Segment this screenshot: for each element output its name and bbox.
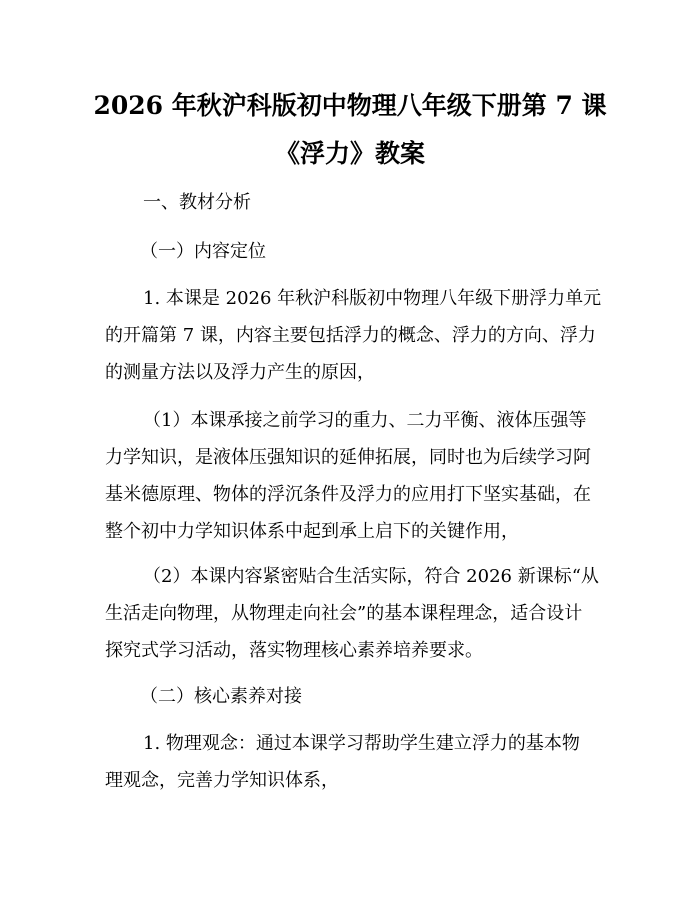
document-title-line-1: 2026 年秋沪科版初中物理八年级下册第 7 课 (93, 91, 607, 120)
paragraph-line: 整个初中力学知识体系中起到承上启下的关键作用， (105, 521, 519, 542)
paragraph-line: 力学知识，是液体压强知识的延伸拓展，同时也为后续学习阿 (105, 447, 591, 468)
paragraph-line: 的开篇第 7 课，内容主要包括浮力的概念、浮力的方向、浮力 (105, 325, 596, 346)
paragraph-line: 基米德原理、物体的浮沉条件及浮力的应用打下坚实基础，在 (105, 484, 591, 505)
subsection-heading-core-literacy: （二）核心素养对接 (140, 686, 302, 707)
paragraph-line: 探究式学习活动，落实物理核心素养培养要求。 (105, 640, 483, 661)
paragraph-line: 1. 物理观念：通过本课学习帮助学生建立浮力的基本物 (143, 733, 580, 754)
paragraph-line: 理观念，完善力学知识体系， (105, 770, 339, 791)
paragraph-line: 生活走向物理，从物理走向社会”的基本课程理念，适合设计 (105, 603, 583, 624)
subsection-heading-content-positioning: （一）内容定位 (140, 241, 266, 262)
paragraph-line: 1. 本课是 2026 年秋沪科版初中物理八年级下册浮力单元 (143, 288, 602, 309)
paragraph-line: 的测量方法以及浮力产生的原因， (105, 362, 375, 383)
document-title-line-2: 《浮力》教案 (274, 139, 425, 168)
section-heading-textbook-analysis: 一、教材分析 (143, 192, 251, 213)
paragraph-line: （2）本课内容紧密贴合生活实际，符合 2026 新课标“从 (143, 566, 599, 587)
paragraph-line: （1）本课承接之前学习的重力、二力平衡、液体压强等 (143, 410, 587, 431)
